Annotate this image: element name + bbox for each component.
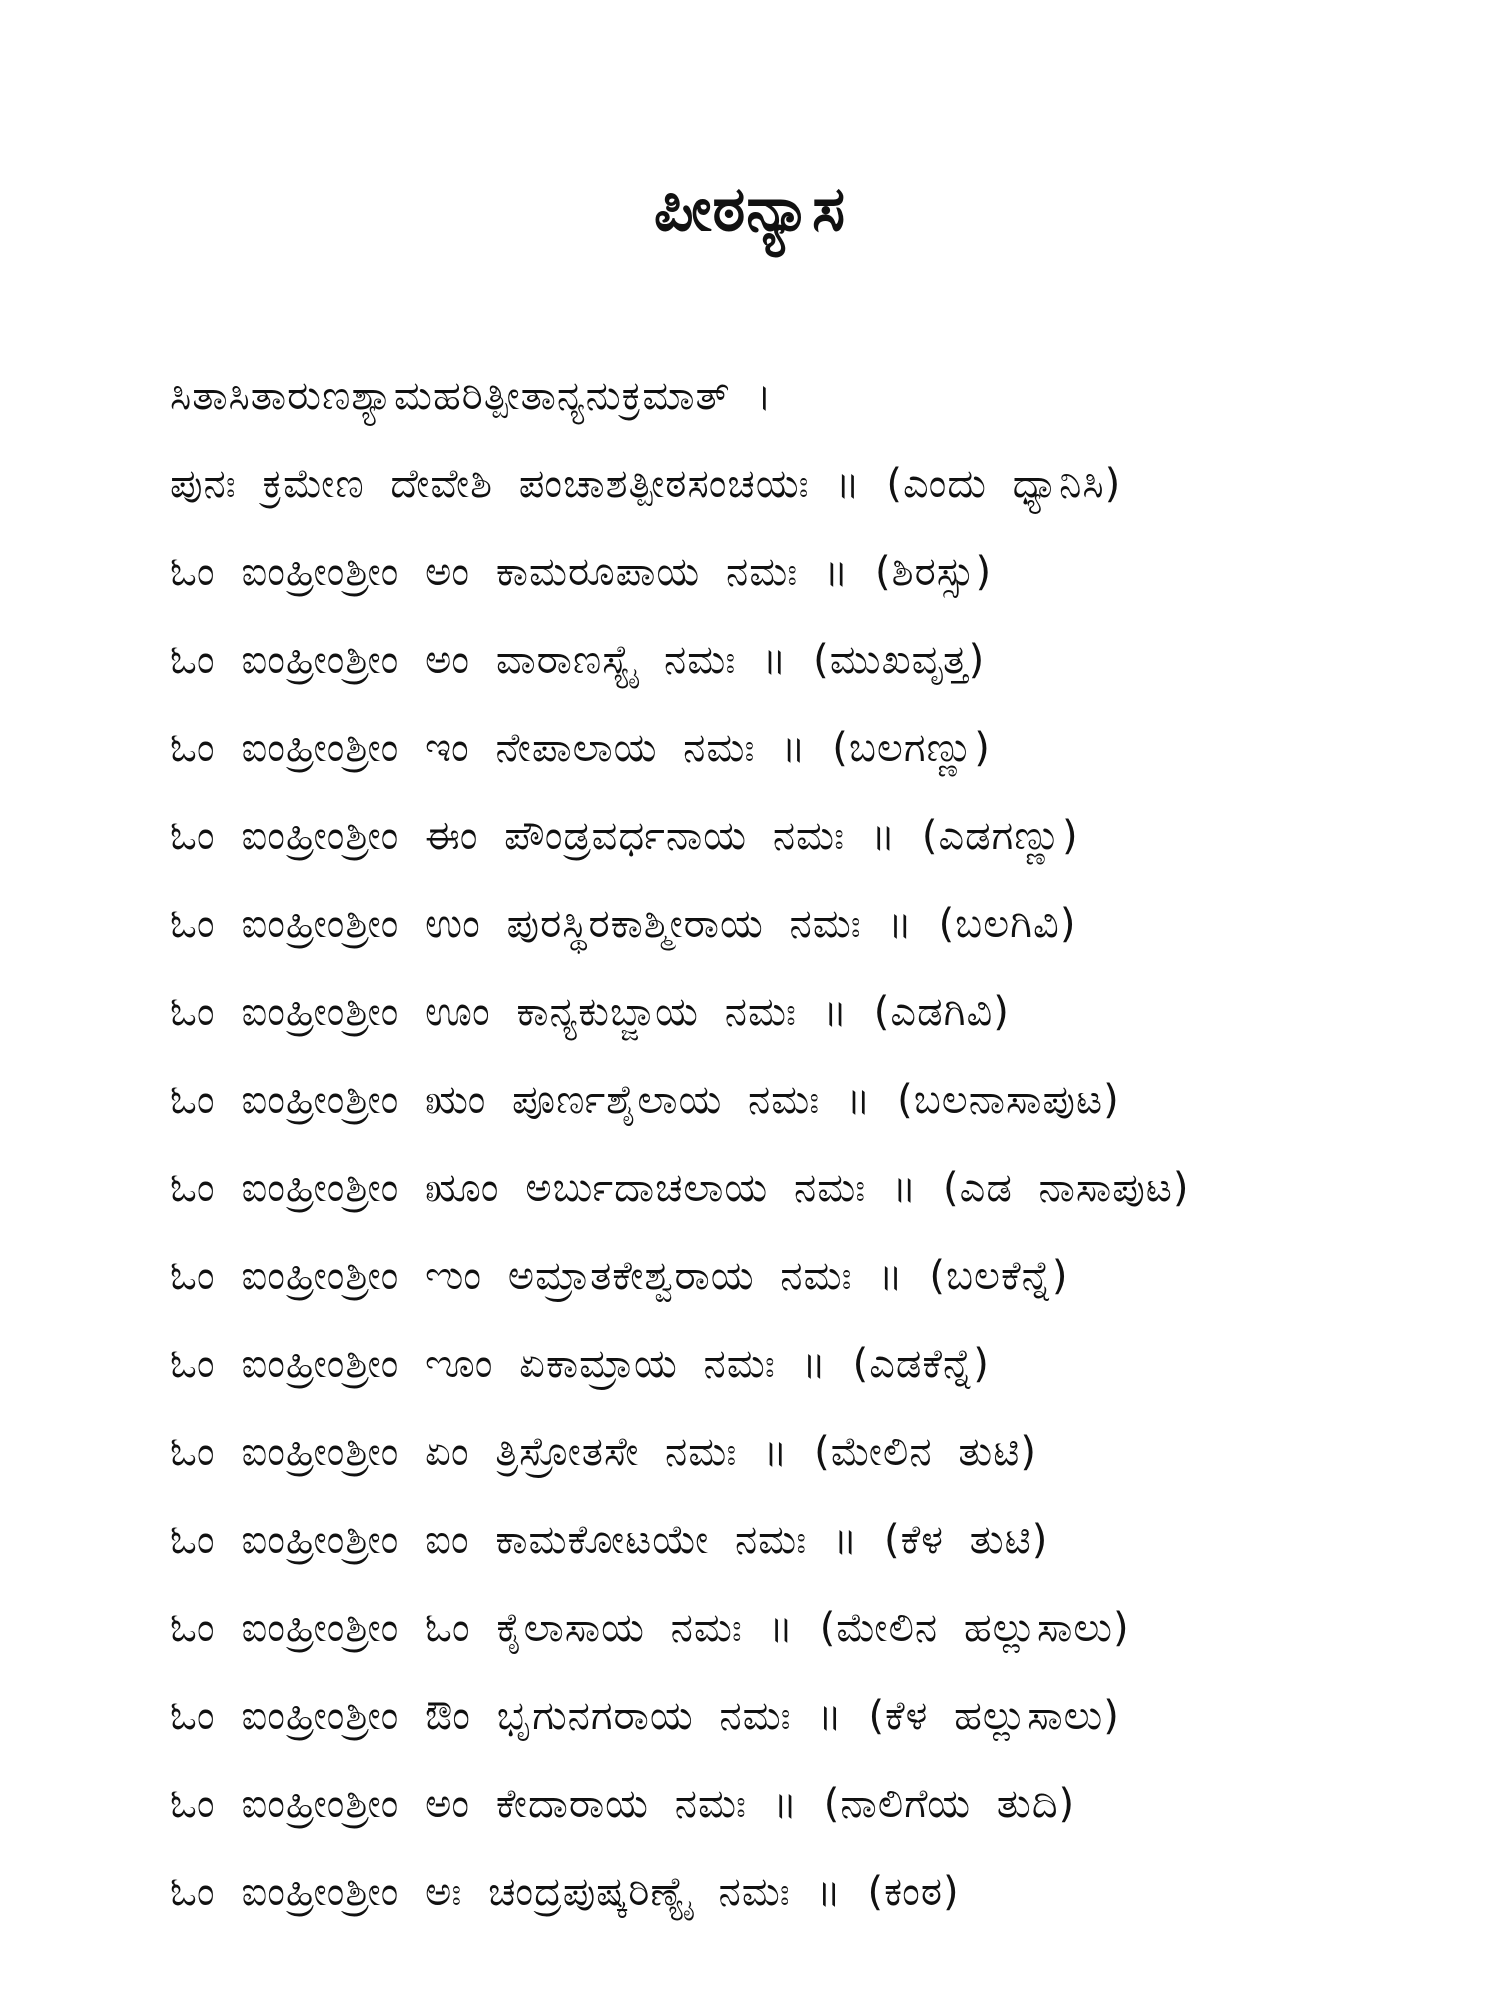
verse-line: ಓಂ ಐಂಹ್ರೀಂಶ್ರೀಂ ಔಂ ಭೃಗುನಗರಾಯ ನಮಃ ॥ (ಕೆಳ ಹಲ್ಲುಸಾಲು) (170, 1693, 1120, 1739)
verse-line: ಓಂ ಐಂಹ್ರೀಂಶ್ರೀಂ ಋಂ ಪೂರ್ಣಶೈಲಾಯ ನಮಃ ॥ (ಬಲನಾಸಾಪುಟ) (170, 1077, 1120, 1123)
verse-list (170, 352, 1460, 1936)
verse-line: ಓಂ ಐಂಹ್ರೀಂಶ್ರೀಂ ಊಂ ಕಾನ್ಯಕುಬ್ಜಾಯ ನಮಃ ॥ (ಎಡಗಿವಿ) (170, 989, 1010, 1035)
verse-line: ಸಿತಾಸಿತಾರುಣಶ್ಯಾಮಹರಿತ್ಪೀತಾನ್ಯನುಕ್ರಮಾತ್ । (170, 373, 773, 419)
verse-line: ಓಂ ಐಂಹ್ರೀಂಶ್ರೀಂ ಏಂ ತ್ರಿಸ್ರೋತಸೇ ನಮಃ ॥ (ಮೇಲಿನ ತುಟಿ) (170, 1429, 1037, 1475)
page-title: ಪೀಠನ್ಯಾಸ (653, 172, 847, 245)
verse-line: ಓಂ ಐಂಹ್ರೀಂಶ್ರೀಂ ಈಂ ಪೌಂಡ್ರವರ್ಧನಾಯ ನಮಃ ॥ (ಎಡಗಣ್ಣು) (170, 813, 1079, 859)
verse-line: ಪುನಃ ಕ್ರಮೇಣ ದೇವೇಶಿ ಪಂಚಾಶತ್ಪೀಠಸಂಚಯಃ ॥ (ಎಂದು ಧ್ಯಾನಿಸಿ) (170, 461, 1122, 507)
verse-line: ಓಂ ಐಂಹ್ರೀಂಶ್ರೀಂ ೠಂ ಅರ್ಬುದಾಚಲಾಯ ನಮಃ ॥ (ಎಡ ನಾಸಾಪುಟ) (170, 1165, 1190, 1211)
verse-line: ಓಂ ಐಂಹ್ರೀಂಶ್ರೀಂ ಉಂ ಪುರಸ್ಥಿರಕಾಶ್ಮೀರಾಯ ನಮಃ ॥ (ಬಲಗಿವಿ) (170, 901, 1077, 947)
verse-line: ಓಂ ಐಂಹ್ರೀಂಶ್ರೀಂ ಐಂ ಕಾಮಕೋಟಯೇ ನಮಃ ॥ (ಕೆಳ ತುಟಿ) (170, 1517, 1049, 1563)
verse-line: ಓಂ ಐಂಹ್ರೀಂಶ್ರೀಂ ಌಂ ಅಮ್ರಾತಕೇಶ್ವರಾಯ ನಮಃ ॥ (ಬಲಕೆನ್ನೆ) (170, 1253, 1069, 1299)
verse-line: ಓಂ ಐಂಹ್ರೀಂಶ್ರೀಂ ಅಂ ವಾರಾಣಸ್ಯೈ ನಮಃ ॥ (ಮುಖವೃತ್ತ) (170, 637, 986, 683)
verse-line: ಓಂ ಐಂಹ್ರೀಂಶ್ರೀಂ ಅಃ ಚಂದ್ರಪುಷ್ಕರಿಣ್ಯೈ ನಮಃ ॥ (ಕಂಠ) (170, 1869, 960, 1915)
verse-line: ಓಂ ಐಂಹ್ರೀಂಶ್ರೀಂ ಓಂ ಕೈಲಾಸಾಯ ನಮಃ ॥ (ಮೇಲಿನ ಹಲ್ಲುಸಾಲು) (170, 1605, 1130, 1651)
verse-line: ಓಂ ಐಂಹ್ರೀಂಶ್ರೀಂ ೡಂ ಏಕಾಮ್ರಾಯ ನಮಃ ॥ (ಎಡಕೆನ್ನೆ) (170, 1341, 990, 1387)
verse-line: ಓಂ ಐಂಹ್ರೀಂಶ್ರೀಂ ಇಂ ನೇಪಾಲಾಯ ನಮಃ ॥ (ಬಲಗಣ್ಣು) (170, 725, 991, 771)
verse-line: ಓಂ ಐಂಹ್ರೀಂಶ್ರೀಂ ಅಂ ಕಾಮರೂಪಾಯ ನಮಃ ॥ (ಶಿರಸ್ಸು) (170, 549, 993, 595)
verse-line: ಓಂ ಐಂಹ್ರೀಂಶ್ರೀಂ ಅಂ ಕೇದಾರಾಯ ನಮಃ ॥ (ನಾಲಿಗೆಯ ತುದಿ) (170, 1781, 1076, 1827)
